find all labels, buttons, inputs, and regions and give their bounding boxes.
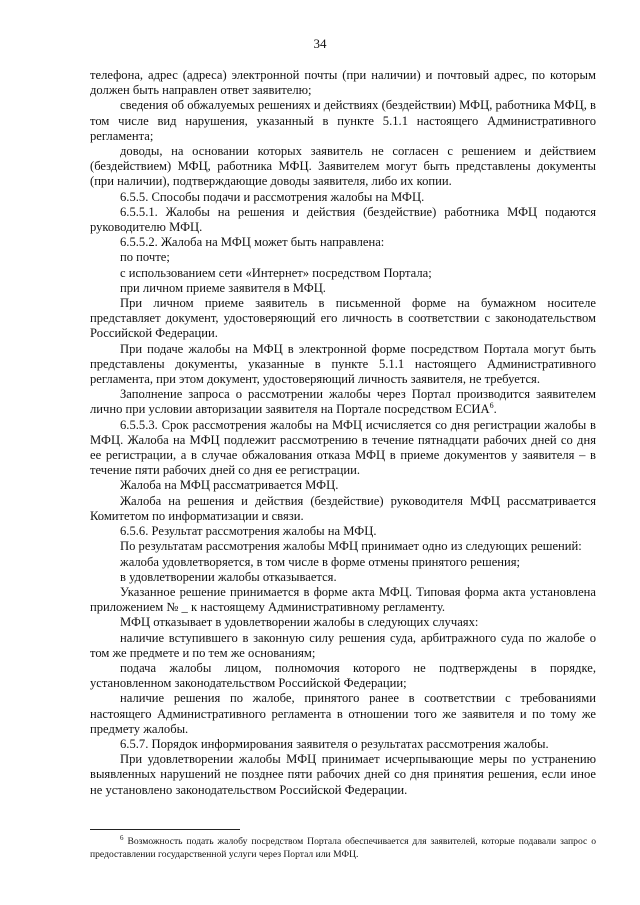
paragraph-text: Заполнение запроса о рассмотрении жалобы через Портал производится заявителем лично при условии авторизации заявителя на Портале посредством ЕСИА (90, 387, 596, 417)
paragraph-text: 6.5.6. Результат рассмотрения жалобы на МФЦ. (120, 524, 377, 539)
paragraph (90, 281, 596, 296)
paragraph (90, 205, 596, 235)
footnote (90, 833, 596, 861)
paragraph (90, 661, 596, 691)
paragraph-text: наличие вступившего в законную силу решения суда, арбитражного суда по жалобе о том же предмете и по тем же основаниям; (90, 630, 596, 660)
paragraph (90, 524, 596, 539)
paragraph (90, 555, 596, 570)
paragraph-text: 6.5.5.2. Жалоба на МФЦ может быть направлена: (120, 235, 385, 250)
paragraph (90, 615, 596, 630)
paragraph-text: При подаче жалобы на МФЦ в электронной форме посредством Портала могут быть представлены документы, указанные в пункте 5.1.1 настоящего Административного регламента, при этом документ, удостоверяющий личность заявителя, не требуется. (90, 341, 596, 387)
paragraph (90, 144, 596, 190)
paragraph (90, 342, 596, 388)
paragraph (90, 98, 596, 144)
paragraph-text: Указанное решение принимается в форме акта МФЦ. Типовая форма акта установлена приложением № _ к настоящему Административному регламенту. (90, 584, 596, 615)
paragraph-text: 6.5.5.1. Жалобы на решения и действия (бездействие) работника МФЦ подаются руководителю МФЦ. (90, 204, 596, 235)
paragraph-text: доводы, на основании которых заявитель не согласен с решением и действием (бездействием) МФЦ, работника МФЦ. Заявителем могут быть представлены документы (при наличии), подтверждающие доводы заявителя, либо их копии. (90, 144, 596, 189)
paragraph-text: по почте; (120, 250, 170, 265)
paragraph (90, 387, 596, 417)
paragraph-text: жалоба удовлетворяется, в том числе в форме отмены принятого решения; (120, 554, 521, 569)
paragraph (90, 585, 596, 615)
document-body (90, 68, 596, 798)
paragraph-tail: . (493, 402, 497, 417)
paragraph (90, 190, 596, 205)
paragraph (90, 737, 596, 752)
paragraph (90, 752, 596, 798)
paragraph-text: 6.5.7. Порядок информирования заявителя о результатах рассмотрения жалобы. (120, 736, 549, 751)
paragraph (90, 570, 596, 585)
paragraph-text: МФЦ отказывает в удовлетворении жалобы в следующих случаях: (120, 615, 479, 630)
paragraph (90, 266, 596, 281)
paragraph-text: Жалоба на решения и действия (бездействие) руководителя МФЦ рассматривается Комитетом по информатизации и связи. (90, 493, 596, 523)
paragraph-text: 6.5.5. Способы подачи и рассмотрения жалобы на МФЦ. (120, 189, 425, 204)
paragraph-text: сведения об обжалуемых решениях и действиях (бездействии) МФЦ, работника МФЦ, в том числе вид нарушения, указанный в пункте 5.1.1 настоящего Административного регламента; (90, 98, 596, 143)
paragraph (90, 478, 596, 493)
paragraph (90, 494, 596, 524)
footnote-divider (90, 829, 240, 830)
paragraph-text: 6.5.5.3. Срок рассмотрения жалобы на МФЦ исчисляется со дня регистрации жалобы в МФЦ. Жалоба на МФЦ подлежит рассмотрению в течение пятнадцати рабочих дней со дня ее регистрации, а в случае обжалования отказа МФЦ в приеме документов у заявителя – в течение пяти рабочих дней со дня ее регистрации. (90, 417, 596, 478)
paragraph-text: Жалоба на МФЦ рассматривается МФЦ. (120, 478, 339, 493)
paragraph-text: наличие решения по жалобе, принятого ранее в соответствии с требованиями настоящего Административного регламента в отношении того же заявителя и по тому же предмету жалобы. (90, 691, 596, 736)
paragraph-text: в удовлетворении жалобы отказывается. (120, 569, 337, 584)
paragraph-text: При личном приеме заявитель в письменной форме на бумажном носителе представляет документ, удостоверяющий его личность в соответствии с законодательством Российской Федерации. (90, 296, 596, 341)
paragraph (90, 631, 596, 661)
paragraph-text: телефона, адрес (адреса) электронной почты (при наличии) и почтовый адрес, по которым должен быть направлен ответ заявителю; (90, 68, 596, 98)
paragraph-text: По результатам рассмотрения жалобы МФЦ принимает одно из следующих решений: (120, 539, 582, 554)
paragraph (90, 539, 596, 554)
page-number: 34 (313, 36, 327, 51)
paragraph (90, 235, 596, 250)
paragraph (90, 418, 596, 479)
footnote-mark: 6 (120, 833, 124, 842)
paragraph (90, 296, 596, 342)
paragraph (90, 250, 596, 265)
paragraph-text: с использованием сети «Интернет» посредством Портала; (120, 265, 432, 280)
paragraph-text: При удовлетворении жалобы МФЦ принимает исчерпывающие меры по устранению выявленных нарушений не позднее пяти рабочих дней со дня принятия решения, если иное не установлено законодательством Российской Федерации. (90, 752, 596, 797)
paragraph-text: при личном приеме заявителя в МФЦ. (120, 280, 326, 295)
paragraph (90, 68, 596, 98)
paragraph-text: подача жалобы лицом, полномочия которого не подтверждены в порядке, установленном законодательством Российской Федерации; (90, 660, 596, 691)
footnote-text: Возможность подать жалобу посредством Портала обеспечивается для заявителей, которые подавали запрос о предоставлении государственной услуги через Портал или МФЦ. (90, 836, 596, 860)
footnote-reference: 6 (489, 401, 494, 411)
paragraph (90, 691, 596, 737)
